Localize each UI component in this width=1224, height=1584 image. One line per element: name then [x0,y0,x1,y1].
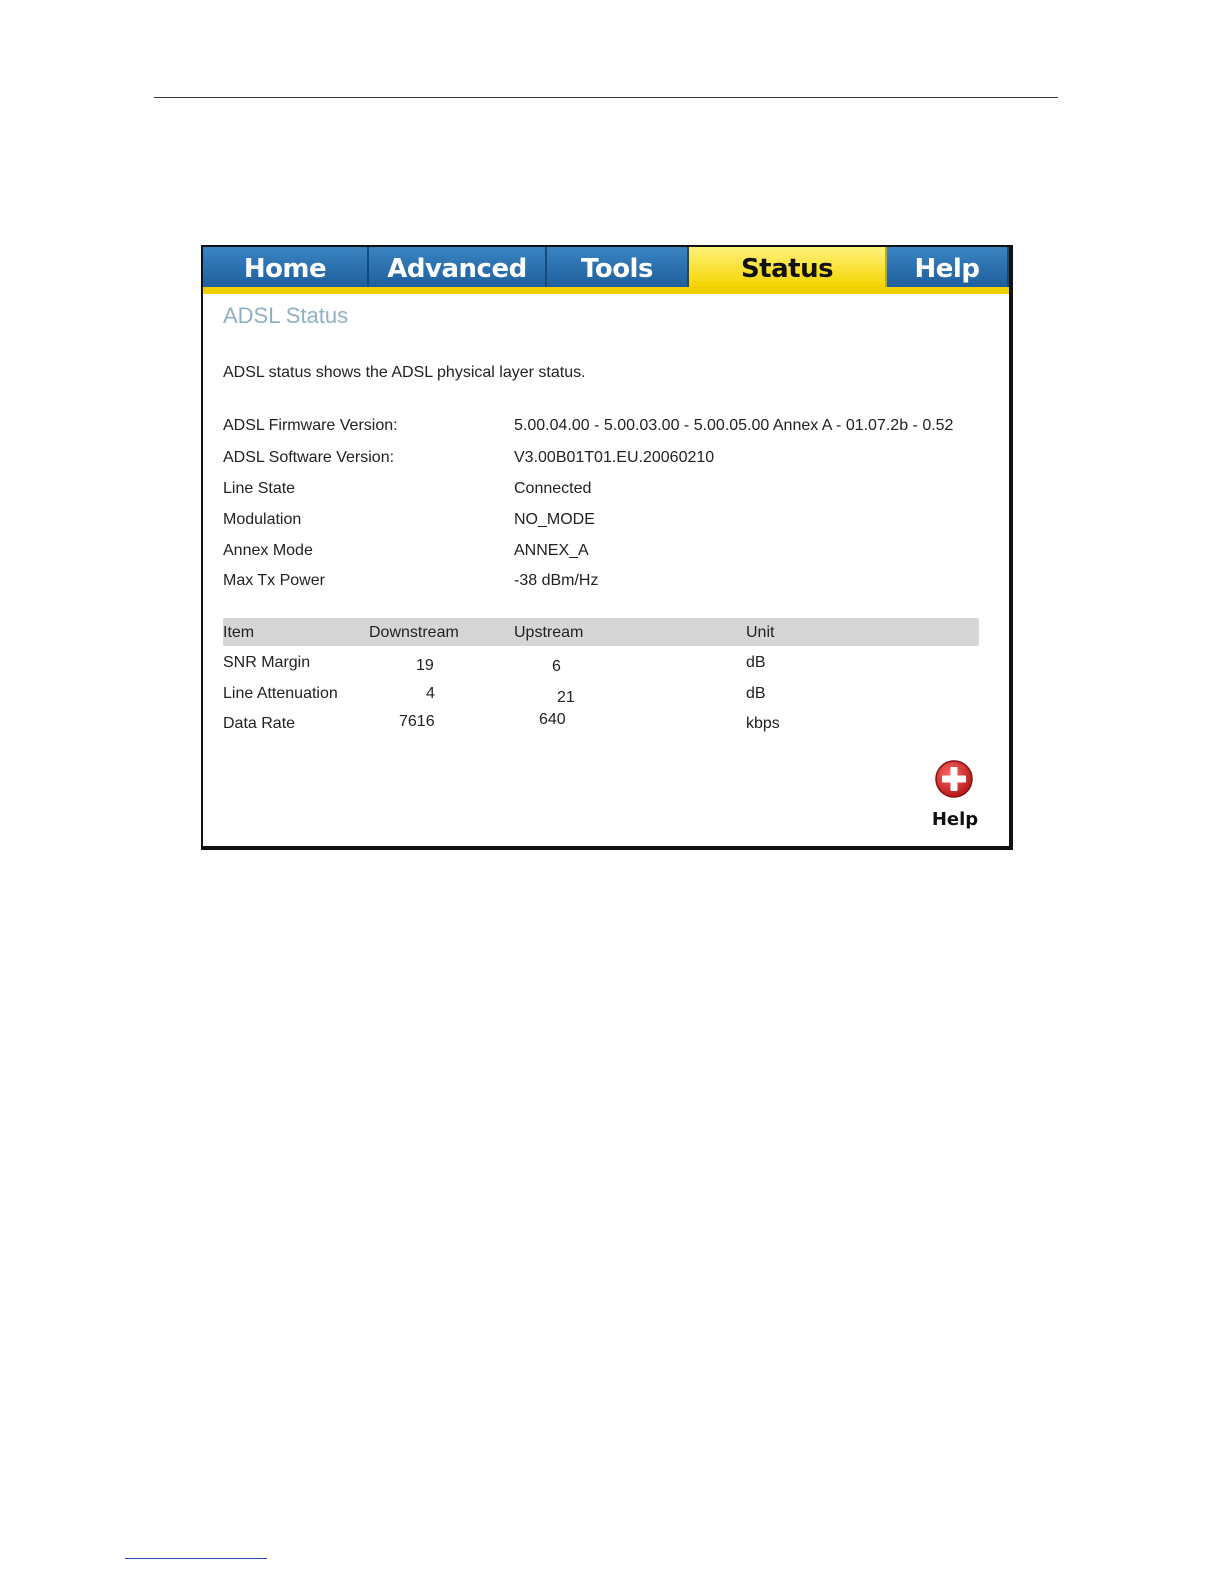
tab-bar-underline [203,287,1009,294]
cell-item: Line Attenuation [223,685,338,702]
cell-upstream: 21 [557,689,575,706]
tab-tools[interactable]: Tools [547,247,689,287]
info-value: V3.00B01T01.EU.20060210 [514,449,715,466]
info-value: Connected [514,480,592,497]
tab-status[interactable]: Status [689,247,887,287]
info-label: Modulation [223,511,302,528]
info-row-software-version [223,449,993,471]
table-row [223,709,979,735]
info-value: NO_MODE [514,511,595,528]
help-button[interactable] [927,759,983,831]
column-header-item: Item [223,624,255,641]
info-row-line-state [223,480,993,502]
cell-item: SNR Margin [223,654,311,671]
cell-unit: dB [746,654,766,671]
info-row-firmware-version [223,417,993,439]
info-label: ADSL Software Version: [223,449,395,466]
info-value: ANNEX_A [514,542,589,559]
cell-downstream: 19 [416,657,434,674]
cell-upstream: 6 [552,658,561,675]
router-status-window [201,245,1013,850]
cell-downstream: 4 [426,685,435,702]
info-label: Annex Mode [223,542,313,559]
info-row-annex-mode [223,542,993,564]
table-row [223,679,979,705]
info-row-max-tx-power [223,572,993,594]
column-header-unit: Unit [746,624,775,641]
cell-unit: dB [746,685,766,702]
tab-bar [203,247,1009,287]
tab-advanced[interactable]: Advanced [369,247,547,287]
stats-table-header [223,618,979,646]
table-row [223,648,979,674]
cell-item: Data Rate [223,715,296,732]
help-button-label: Help [931,809,979,830]
info-label: Max Tx Power [223,572,325,589]
page-header-rule [154,97,1058,98]
page-description: ADSL status shows the ADSL physical layer status. [223,364,586,381]
tab-home[interactable]: Home [203,247,369,287]
column-header-downstream: Downstream [369,624,459,641]
tab-help[interactable]: Help [887,247,1009,287]
plus-circle-icon [934,759,974,799]
cell-upstream: 640 [539,711,566,728]
footnote-rule [125,1558,267,1559]
info-label: ADSL Firmware Version: [223,417,398,434]
info-value: 5.00.04.00 - 5.00.03.00 - 5.00.05.00 Annex A - 01.07.2b - 0.52 [514,417,954,434]
column-header-upstream: Upstream [514,624,584,641]
page-title: ADSL Status [223,303,349,328]
info-label: Line State [223,480,296,497]
info-value: -38 dBm/Hz [514,572,599,589]
cell-downstream: 7616 [399,713,435,730]
cell-unit: kbps [746,715,780,732]
info-row-modulation [223,511,993,533]
